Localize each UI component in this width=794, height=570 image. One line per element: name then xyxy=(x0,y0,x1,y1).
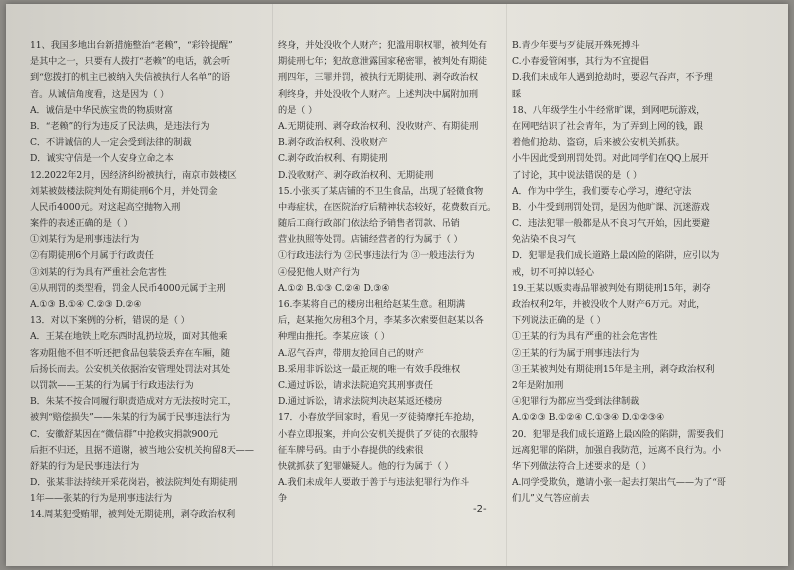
text-line: B．朱某不按合同履行职责造成对方无法按时完工， xyxy=(30,396,237,408)
text-line: 远离犯罪的陷阱，加强自我防范，远离不良行为。小 xyxy=(512,444,722,456)
text-line: 13．对以下案例的分析，错误的是（ ） xyxy=(30,315,190,327)
exam-page xyxy=(6,4,788,566)
text-line: ②王某的行为属于刑事违法行为 xyxy=(512,347,640,359)
text-line: 争 xyxy=(278,493,288,505)
text-line: 11、我国多地出台新措施整治“老赖”，“彩铃提醒” xyxy=(30,40,233,51)
text-line: D.通过诉讼，请求法院判决赵某返还楼房 xyxy=(278,396,443,408)
text-line: 刘某被鼓楼法院判处有期徒刑6个月，并处罚金 xyxy=(30,185,218,197)
text-line: 1年——张某的行为是刑事违法行为 xyxy=(30,493,173,505)
text-line: 人民币4000元。对这起高空抛物入刑 xyxy=(30,201,181,213)
text-line: A.我们未成年人要敢于善于与违法犯罪行为作斗 xyxy=(278,477,470,489)
text-line: ④从刑罚的类型看，罚金人民币4000元属于主刑 xyxy=(30,282,226,294)
text-line: 睬 xyxy=(512,88,522,100)
text-line: ①刘某行为是刑事违法行为 xyxy=(30,234,140,246)
text-line: C．违法犯罪一般都是从不良习气开始，因此要避 xyxy=(512,218,710,230)
text-line: 利终身，并处没收个人财产。上述判决中属附加刑 xyxy=(278,88,478,100)
text-line: C．不讲诚信的人一定会受到法律的制裁 xyxy=(30,137,192,149)
text-line: 免沾染不良习气 xyxy=(512,234,576,246)
text-line: D.没收财产、剥夺政治权利、无期徒刑 xyxy=(278,169,434,181)
text-line: D．诚实守信是一个人安身立命之本 xyxy=(30,153,174,165)
text-line: 小春立即报案，并向公安机关提供了歹徒的衣服特 xyxy=(278,428,478,440)
text-line: A.无期徒刑、剥夺政治权利、没收财产、有期徒刑 xyxy=(278,120,479,132)
text-line: A.①③ B.①④ C.②③ D.②④ xyxy=(30,299,142,310)
text-line: A．诚信是中华民族宝贵的物质财富 xyxy=(30,104,173,116)
text-line: A．王某在地铁上吃东西时乱扔垃圾，面对其他乘 xyxy=(30,331,228,343)
text-line: 以罚款——王某的行为属于行政违法行为 xyxy=(30,379,194,391)
text-line: D．犯罪是我们成长道路上最凶险的陷阱，应引以为 xyxy=(512,250,720,262)
text-line: 被判“赔偿损失”——朱某的行为属于民事违法行为 xyxy=(30,412,231,424)
text-line: 快就抓获了犯罪嫌疑人。他的行为属于（ ） xyxy=(278,460,454,472)
text-line: 2年是附加刑 xyxy=(512,379,564,391)
text-line: 刑四年，三罪并罚，被执行无期徒刑、剥夺政治权 xyxy=(278,72,478,84)
text-line: D.我们未成年人遇到抢劫时，要忍气吞声，不予理 xyxy=(512,72,713,84)
text-line: 到“您拨打的机主已被纳入失信被执行人名单”的语 xyxy=(30,72,231,84)
text-line: ④侵犯他人财产行为 xyxy=(278,266,360,278)
text-line: 19.王某以贩卖毒品罪被判处有期徒刑15年，剥夺 xyxy=(512,282,711,294)
text-line: B．小牛受到刑罚处罚，是因为他旷课、沉迷游戏 xyxy=(512,201,710,213)
text-line: ③王某被判处有期徒刑15年是主刑，剥夺政治权利 xyxy=(512,363,715,375)
text-line: 音。从诚信角度看，这是因为（ ） xyxy=(30,88,170,100)
text-line: 小牛因此受到刑罚处罚。对此同学们在QQ上展开 xyxy=(512,153,709,165)
text-line: D．张某非法持续开采花岗岩，被法院判处有期徒刑 xyxy=(30,477,238,489)
text-line: ①王某的行为具有严重的社会危害性 xyxy=(512,331,658,343)
text-line: 后扬长而去。公安机关依据治安管理处罚法对其处 xyxy=(30,363,230,375)
text-line: A.忍气吞声，带朋友抢回自己的财产 xyxy=(278,347,424,359)
text-line: B.采用非诉讼这一最正规的唯一有效手段维权 xyxy=(278,363,461,375)
text-line: 种理由推托。李某应该（ ） xyxy=(278,331,390,343)
right-column xyxy=(512,38,768,507)
text-line: ③刘某的行为具有严重社会危害性 xyxy=(30,266,167,278)
text-line: 华下列做法符合上述要求的是（ ） xyxy=(512,460,652,472)
text-line: 征车牌号码。由于小春提供的线索很 xyxy=(278,444,424,456)
text-line: 15.小张买了某店铺的不卫生食品，出现了轻微食物 xyxy=(278,185,484,197)
text-line: B．“老赖”的行为违反了民法典，是违法行为 xyxy=(30,120,210,132)
page-number: -2- xyxy=(473,504,487,515)
text-line: 的是（ ） xyxy=(278,104,318,116)
text-line: 戒，切不可掉以轻心 xyxy=(512,266,594,278)
text-line: 舒某的行为是民事违法行为 xyxy=(30,460,140,472)
text-line: 们儿”义气答应前去 xyxy=(512,493,590,505)
text-line: 了讨论，其中说法错误的是（ ） xyxy=(512,169,643,181)
text-line: A.同学受欺负，邀请小张一起去打架出气——为了“哥 xyxy=(512,477,726,489)
left-column xyxy=(30,38,280,524)
text-line: 12.2022年2月，因经济纠纷被执行，南京市鼓楼区 xyxy=(30,169,237,181)
text-line: 案件的表述正确的是（ ） xyxy=(30,218,133,230)
text-line: 政治权利2年，并被没收个人财产6万元。对此， xyxy=(512,299,706,310)
text-line: A.①② B.①③ C.②④ D.③④ xyxy=(278,282,390,294)
text-line: B.剥夺政治权利、没收财产 xyxy=(278,137,388,149)
text-line: 营业执照等处罚。店铺经营者的行为属于（ ） xyxy=(278,234,463,246)
text-line: 客劝阻他不但不听还把食品包装袋丢弃在车厢，随 xyxy=(30,347,230,359)
text-line: 着他们抢劫、盗窃，后来被公安机关抓获。 xyxy=(512,137,685,149)
text-line: C.剥夺政治权利、有期徒刑 xyxy=(278,153,388,165)
text-line: ②有期徒刑6个月属于行政责任 xyxy=(30,250,154,262)
middle-column xyxy=(278,38,512,507)
text-line: C．安徽舒某因在“微信群”中抢救灾捐款900元 xyxy=(30,428,218,440)
text-line: 14.周某犯受贿罪，被判处无期徒刑，剥夺政治权利 xyxy=(30,509,236,521)
text-line: 20．犯罪是我们成长道路上最凶险的陷阱，需要我们 xyxy=(512,428,724,440)
text-line: ①行政违法行为 ②民事违法行为 ③一般违法行为 xyxy=(278,250,475,262)
text-line: 随后工商行政部门依法给予销售者罚款、吊销 xyxy=(278,218,460,230)
text-line: 期徒刑七年；犯故意泄露国家秘密罪，被判处有期徒 xyxy=(278,56,488,68)
text-line: 中毒症状，在医院治疗后精神状态较好，花费数百元。 xyxy=(278,201,497,213)
text-line: ④犯罪行为都应当受到法律制裁 xyxy=(512,396,640,408)
text-line: 17．小春放学回家时，看见一歹徒骑摩托车抢劫， xyxy=(278,412,481,424)
text-line: 后拒不归还，且据不道谢，被当地公安机关拘留8天—— xyxy=(30,444,254,456)
text-line: A．作为中学生，我们要专心学习，遵纪守法 xyxy=(512,185,692,197)
text-line: B.青少年要与歹徒展开殊死搏斗 xyxy=(512,40,640,51)
text-line: 下列说法正确的是（ ） xyxy=(512,315,606,327)
text-line: 终身，并处没收个人财产；犯滥用职权罪，被判处有 xyxy=(278,40,488,51)
text-line: 在网吧结识了社会青年，为了弄到上网的钱，跟 xyxy=(512,120,703,132)
text-line: 后，赵某拖欠房租3个月，李某多次索要但赵某以各 xyxy=(278,315,484,327)
text-line: A.①②③ B.①②④ C.①③④ D.①②③④ xyxy=(512,412,665,424)
text-line: 是其中之一，只要有人拨打“老赖”的电话，就会听 xyxy=(30,56,231,68)
text-line: 18、八年级学生小牛经常旷课，到网吧玩游戏， xyxy=(512,104,706,116)
text-line: C.通过诉讼，请求法院追究其刑事责任 xyxy=(278,379,433,391)
text-line: C.小春爱管闲事，其行为不宜提倡 xyxy=(512,56,649,68)
text-line: 16.李某将自己的楼房出租给赵某生意。租期满 xyxy=(278,299,465,310)
